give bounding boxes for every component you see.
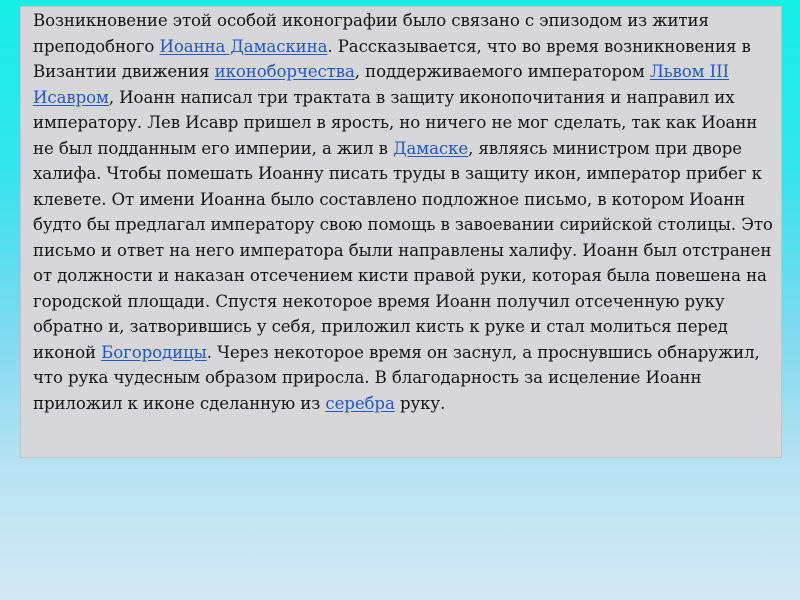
paragraph-text: . Через некоторое время он заснул, а проснувшись обнаружил, что рука чудесным образом приросла. В благодарность за исцеление Иоанн приложил к иконе сделанную из [33, 342, 760, 413]
body-paragraph [33, 8, 773, 416]
paragraph-text: Возникновение этой особой иконографии было связано с эпизодом из жития преподобного [33, 11, 709, 56]
link-damask[interactable]: Дамаске [393, 138, 469, 158]
paragraph-text: , Иоанн написал три трактата в защиту иконопочитания и направил их императору. Лев Исавр пришел в ярость, но ничего не мог сделать, так как Иоанн не был подданным его империи, а жил в [33, 87, 758, 158]
link-ikonoborchestvo[interactable]: иконоборчества [214, 62, 355, 81]
link-ioann-damaskin[interactable]: Иоанна Дамаскина [159, 36, 328, 56]
paragraph-text: , являясь министром при дворе халифа. Чтобы помешать Иоанну писать труды в защиту икон, император прибег к клевете. От имени Иоанна было составлено подложное письмо, в котором Иоанн будто бы предлагал императору свою помощь в завоевании сирийской столицы. Это письмо и ответ на него императора были направлены халифу. Иоанн был отстранен от должности и наказан отсечением кисти правой руки, которая была повешена на городской площади. Спустя некоторое время Иоанн получил отсеченную руку обратно и, затворившись у себя, приложил кисть к руке и стал молиться перед иконой [33, 138, 773, 362]
link-lev-iii-isavr[interactable]: Львом III Исавром [33, 62, 730, 107]
text-panel [20, 6, 782, 458]
link-serebro[interactable]: серебра [325, 393, 395, 413]
paragraph-text: , поддерживаемого императором [354, 62, 650, 81]
paragraph-text: . Рассказывается, что во время возникновения в Византии движения [33, 36, 751, 81]
paragraph-text: руку. [394, 393, 446, 413]
link-bogoroditsa[interactable]: Богородицы [101, 342, 207, 362]
